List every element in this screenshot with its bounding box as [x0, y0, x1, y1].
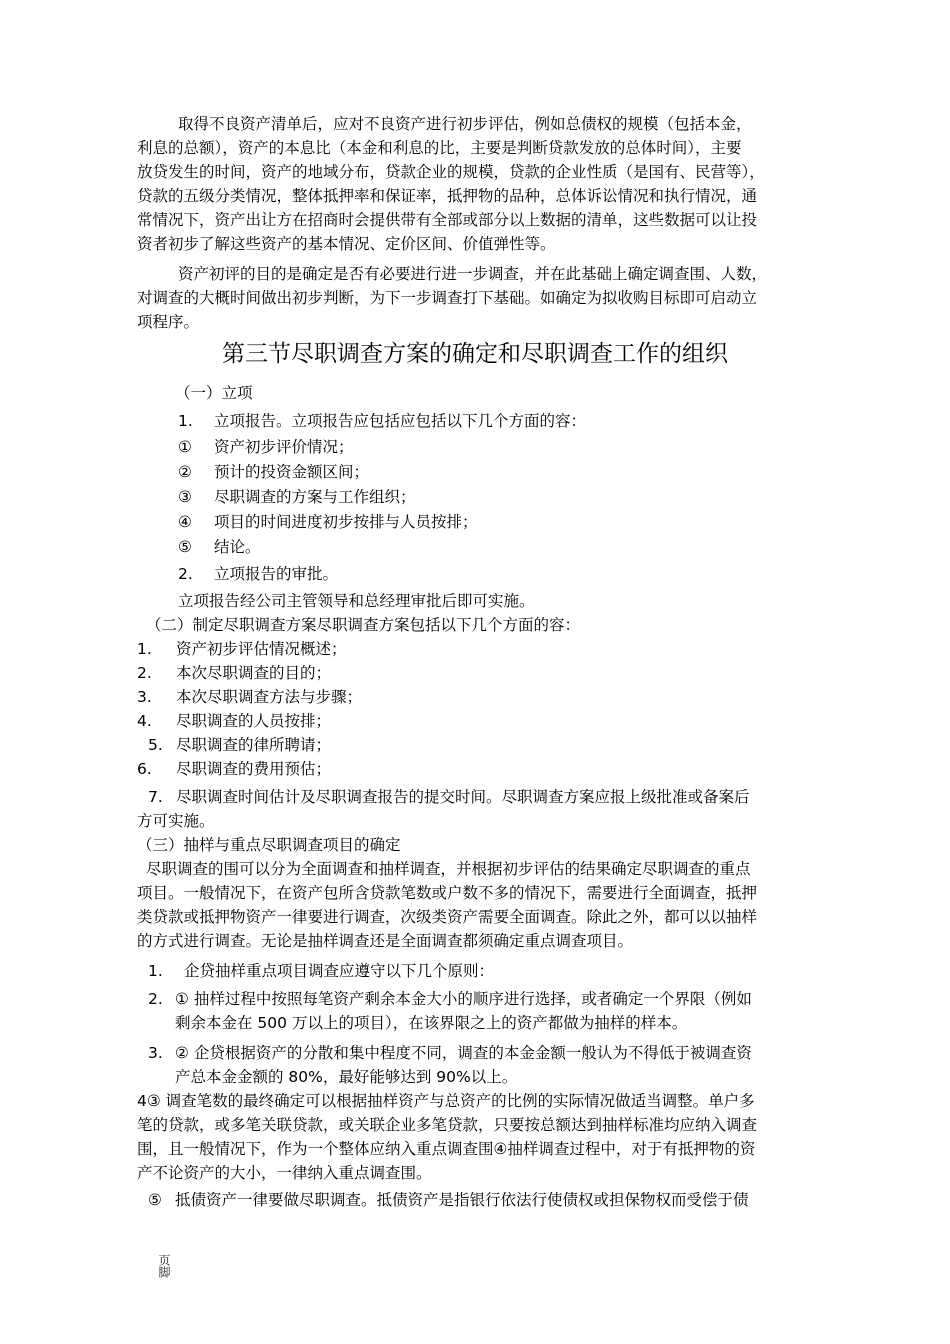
- item-text: ① 抽样过程中按照每笔资产剩余本金大小的顺序进行选择，或者确定一个界限（例如: [175, 990, 752, 1008]
- page-footer: 页脚: [157, 1254, 171, 1278]
- item-number: 3.: [148, 1044, 163, 1062]
- part3-para-line: 尽职调查的围可以分为全面调查和抽样调查，并根据初步评估的结果确定尽职调查的重点: [146, 860, 751, 878]
- item-number: ①: [178, 438, 192, 456]
- part2-item: [148, 785, 750, 809]
- part2-item7-continuation: 方可实施。: [137, 812, 215, 830]
- part3-item3: [148, 1041, 752, 1065]
- item-text: 资产初步评估情况概述；: [176, 640, 347, 658]
- part3-para-line: 项目。一般情况下，在资产包所含贷款笔数或户数不多的情况下，需要进行全面调查，抵押: [137, 884, 758, 902]
- part2-heading: （二）制定尽职调查方案尽职调查方案包括以下几个方面的容：: [146, 616, 581, 634]
- item-text: 抵债资产一律要做尽职调查。抵债资产是指银行依法行使债权或担保物权而受偿于债: [175, 1191, 749, 1209]
- intro-p1-line: 放贷发生的时间，资产的地域分布，贷款企业的规模，贷款的企业性质（是国有、民营等），: [137, 163, 765, 181]
- part1-item1: [178, 409, 586, 433]
- part1-circled-item: [178, 485, 416, 509]
- item-number: ⑤: [148, 1191, 162, 1209]
- item-text: 立项报告。立项报告应包括应包括以下几个方面的容：: [214, 412, 587, 430]
- part3-item4-line: 笔的贷款，或多笔关联贷款，或关联企业多笔贷款，只要按总额达到抽样标准均应纳入调查: [137, 1116, 758, 1134]
- part2-item: [137, 637, 347, 661]
- item-text: 本次尽职调查方法与步骤；: [176, 688, 363, 706]
- item-number: 5.: [148, 736, 163, 754]
- item-number: 3.: [137, 688, 152, 706]
- intro-p1-line: 常情况下，资产出让方在招商时会提供带有全部或部分以上数据的清单，这些数据可以让投: [137, 211, 758, 229]
- item-text: 尽职调查的律所聘请；: [176, 736, 332, 754]
- intro-p1-line: 利息的总额），资产的本息比（本金和利息的比，主要是判断贷款发放的总体时间），主要: [137, 139, 742, 157]
- item-number: 7.: [148, 788, 163, 806]
- item-number: 2.: [148, 990, 163, 1008]
- part3-item4-line: 围，且一般情况下，作为一个整体应纳入重点调查围④抽样调查过程中，对于有抵押物的资: [137, 1140, 756, 1158]
- item-text: 尽职调查的费用预估；: [176, 760, 332, 778]
- part3-item1: [148, 959, 494, 983]
- part2-item: [148, 733, 331, 757]
- item-number: 1.: [137, 640, 152, 658]
- item-number: ④: [178, 513, 192, 531]
- item-text: 资产初步评价情况；: [214, 438, 354, 456]
- part1-circled-item: [178, 460, 369, 484]
- part1-circled-item: [178, 535, 261, 559]
- item-text: 尽职调查时间估计及尽职调查报告的提交时间。尽职调查方案应报上级批准或备案后: [176, 788, 750, 806]
- item-number: 4.: [137, 712, 152, 730]
- intro-p2-line: 资产初评的目的是确定是否有必要进行进一步调查，并在此基础上确定调查围、人数，: [178, 265, 768, 283]
- item-text: 预计的投资金额区间；: [214, 463, 370, 481]
- part1-item2: [178, 562, 338, 586]
- part1-heading: （一）立项: [175, 384, 253, 402]
- item-number: ②: [178, 463, 192, 481]
- part2-item: [137, 709, 331, 733]
- item-number: 1.: [178, 412, 193, 430]
- section-title: 第三节尽职调查方案的确定和尽职调查工作的组织: [222, 341, 728, 367]
- intro-p2-line: 对调查的大概时间做出初步判断，为下一步调查打下基础。如确定为拟收购目标即可启动立: [137, 289, 758, 307]
- item-number: ⑤: [178, 538, 192, 556]
- intro-p1-line: 资者初步了解这些资产的基本情况、定价区间、价值弹性等。: [137, 235, 556, 253]
- part3-item2-continuation: 剩余本金在 500 万以上的项目），在该界限之上的资产都做为抽样的样本。: [175, 1014, 688, 1032]
- item-text: 企贷抽样重点项目调查应遵守以下几个原则：: [184, 962, 495, 980]
- part1-circled-item: [178, 435, 354, 459]
- item-text: 结论。: [214, 538, 261, 556]
- part3-item2: [148, 987, 752, 1011]
- item-text: 本次尽职调查的目的；: [176, 664, 332, 682]
- part3-para-line: 的方式进行调查。无论是抽样调查还是全面调查都须确定重点调查项目。: [137, 932, 634, 950]
- item-number: ③: [178, 488, 192, 506]
- part3-heading: （三）抽样与重点尽职调查项目的确定: [137, 836, 401, 854]
- item-text: 项目的时间进度初步按排与人员按排；: [214, 513, 478, 531]
- intro-p1-line: 贷款的五级分类情况，整体抵押率和保证率，抵押物的品种，总体诉讼情况和执行情况，通: [137, 187, 758, 205]
- item-text: 尽职调查的人员按排；: [176, 712, 332, 730]
- part1-circled-item: [178, 510, 478, 534]
- part2-item: [137, 685, 362, 709]
- part3-item4-line: 4③ 调查笔数的最终确定可以根据抽样资产与总资产的比例的实际情况做适当调整。单户多: [137, 1092, 755, 1110]
- part3-item5: [148, 1188, 749, 1212]
- part3-para-line: 类贷款或抵押物资产一律要进行调查，次级类资产需要全面调查。除此之外，都可以以抽样: [137, 908, 758, 926]
- item-number: 2.: [178, 565, 193, 583]
- item-text: ② 企贷根据资产的分散和集中程度不同，调查的本金金额一般认为不得低于被调查资: [175, 1044, 752, 1062]
- intro-p1-line: 取得不良资产清单后，应对不良资产进行初步评估，例如总债权的规模（包括本金，: [178, 115, 752, 133]
- part3-item4-line: 产不论资产的大小，一律纳入重点调查围。: [137, 1164, 432, 1182]
- item-number: 6.: [137, 760, 152, 778]
- item-number: 2.: [137, 664, 152, 682]
- item-text: 尽职调查的方案与工作组织；: [214, 488, 416, 506]
- part3-item3-continuation: 产总本金金额的 80%，最好能够达到 90%以上。: [175, 1068, 518, 1086]
- part2-item: [137, 757, 331, 781]
- part2-item: [137, 661, 331, 685]
- intro-p2-line: 项程序。: [137, 313, 200, 331]
- item-number: 1.: [148, 962, 163, 980]
- part1-approval: 立项报告经公司主管领导和总经理审批后即可实施。: [178, 592, 535, 610]
- item-text: 立项报告的审批。: [214, 565, 339, 583]
